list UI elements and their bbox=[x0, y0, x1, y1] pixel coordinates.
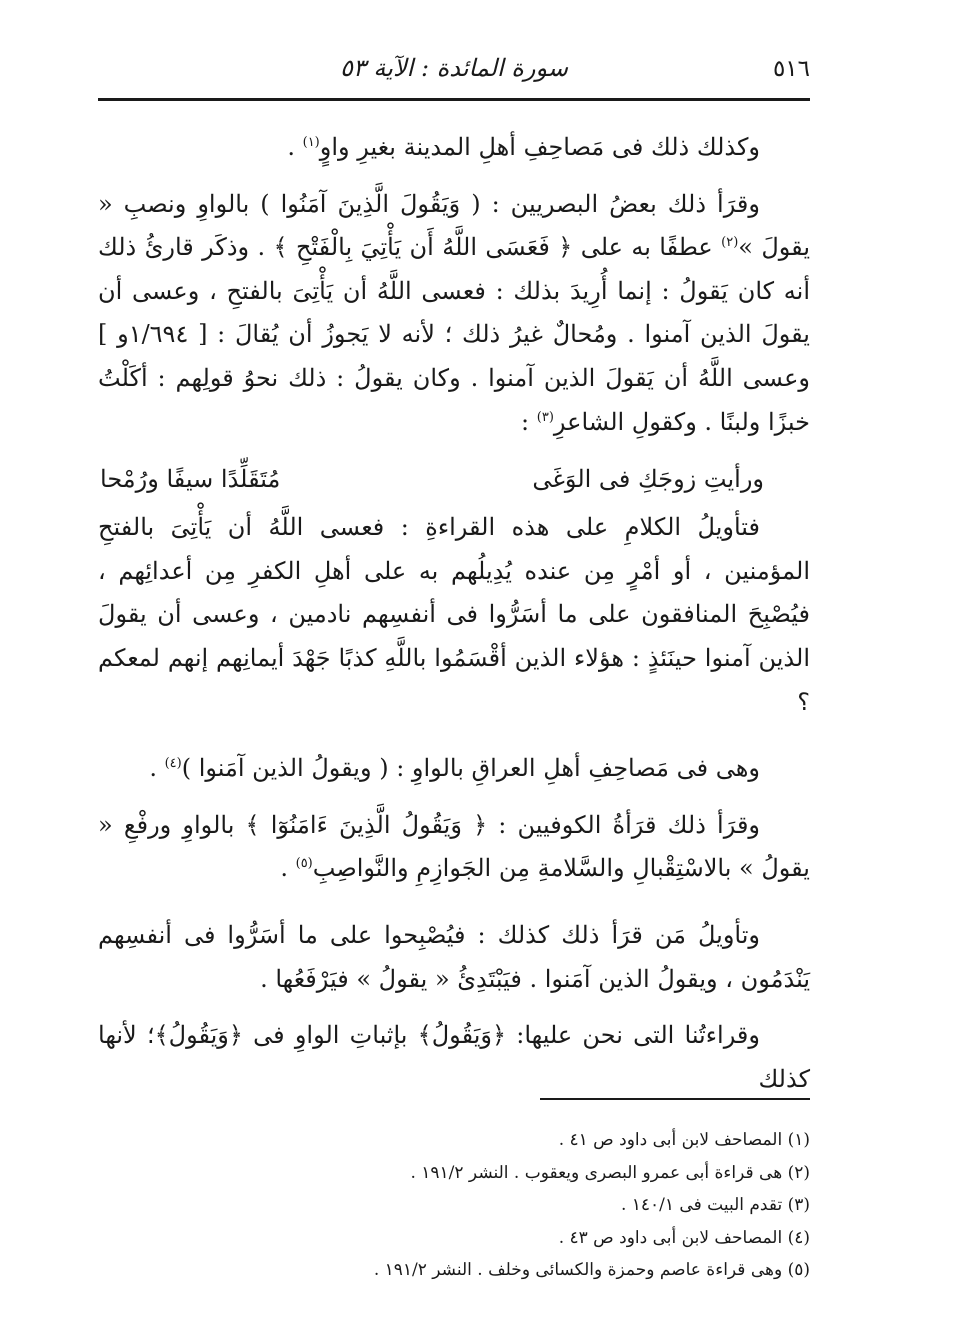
paragraph-6: وتأويلُ مَن قرَأ ذلك كذلك : فيُصْبِحوا على ما أسَرُّوا فى أنفسِهم يَنْدَمُون ، ويقولُ الذين آمَنوا . فيَبْتَدِئُ « يقولُ » فيَرْفَعُها . bbox=[98, 920, 810, 993]
footnote-ref-2: (٢) bbox=[721, 235, 739, 251]
footnote-ref-3: (٣) bbox=[536, 409, 554, 425]
footnote-2: (٢) هى قراءة أبى عمرو البصرى ويعقوب . النشر ١٩١/٢ . bbox=[410, 1162, 810, 1183]
paragraph-5: وقرَأ ذلك قرَأةُ الكوفيين : ﴿ وَيَقُولُ الَّذِينَ ءَامَنُوٓا ﴾ بالواوِ ورفْعِ « يقولُ » بالاسْتِقْبالِ والسَّلامةِ مِن الجَوازِمِ والنَّواصِبِ$^{(٥)}$ . bbox=[98, 810, 810, 883]
footnotes bbox=[98, 1124, 810, 1287]
footnote-4: (٤) المصاحف لابن أبى داود ص ٤٣ . bbox=[558, 1227, 810, 1248]
footnote-5: (٥) وهى قراءة عاصم وحمزة والكسائى وخلف . النشر ١٩١/٢ . bbox=[373, 1260, 810, 1280]
paragraph-2: وقرَأ ذلك بعضُ البصريين : ( وَيَقُولَ الَّذِينَ آمَنُوا ) بالواوِ ونصبِ « يقولَ »$^{(٢)}$ عطفًا به على ﴿ فَعَسَى اللَّهُ أَن يَأْتِيَ بِالْفَتْحِ ﴾ . وذكَر قارئُ ذلك أنه كان يَقولُ : إنما أُرِيدَ بذلك : فعسى اللَّهُ أن يَأْتِىَ بالفتحِ ، وعسى أن يقولَ الذين آمنوا . ومُحالٌ غيرُ ذلك ؛ لأنه لا يَجوزُ أن يُقالَ : [ ١/٦٩٤و ] وعسى اللَّهُ أن يَقولَ الذين آمنوا . وكان يقولُ : ذلك نحوُ قولِهم : أكَلْتُ خبزًا ولبنًا . وكقولِ الشاعرِ$^{(٣)}$ : bbox=[98, 189, 811, 436]
paragraph-4: وهى فى مَصاحِفِ أهلِ العراقِ بالواوِ : ( ويقولُ الذين آمَنوا )$^{(٤)}$ . bbox=[149, 754, 760, 783]
footnote-ref-1: (١) bbox=[302, 135, 320, 150]
paragraph-1: وكذلك ذلك فى مَصاحِفِ أهلِ المدينة بغيرِ واوٍ$^{(١)}$ . bbox=[287, 133, 760, 161]
footnote-rule bbox=[540, 1098, 810, 1100]
verse-first-hemistich: ورأيتِ زوجَكِ فى الوَغَى bbox=[532, 465, 764, 494]
running-title: سورة المائدة : الآية ٥٣ bbox=[340, 54, 568, 82]
paragraph-7: وقراءتُنا التى نحن عليها: ﴿وَيَقُولُ﴾ بإثباتِ الواوِ فى ﴿وَيَقُولُ﴾؛ لأنها كذلك bbox=[98, 1021, 810, 1093]
paragraph-3: فتأويلُ الكلامِ على هذه القراءةِ : فعسى اللَّهُ أن يَأْتِىَ بالفتحِ المؤمنين ، أو أمْرٍ مِن عنده يُدِيلُهم به على أهلِ الكفرِ مِن أعدائِهم ، فيُصْبِحَ المنافقون على ما أسَرُّوا فى أنفسِهم نادمين ، وعسى أن يقولَ الذين آمنوا حينَئذٍ : هؤلاء الذين أقْسَمُوا باللَّهِ كذبًا جَهْدَ أيمانِهم إنهم لمعكم ؟ bbox=[98, 513, 810, 716]
poetry-verse bbox=[98, 458, 810, 506]
footnote-ref-4: (٤) bbox=[164, 756, 182, 772]
page-header bbox=[98, 52, 810, 98]
footnote-ref-5: (٥) bbox=[295, 856, 313, 872]
verse-second-hemistich: مُتَقَلِّدًا سيفًا ورُمْحا bbox=[100, 465, 281, 494]
footnote-3: (٣) تقدم البيت فى ١٤٠/١ . bbox=[620, 1195, 810, 1215]
main-text bbox=[98, 126, 810, 1101]
footnote-1: (١) المصاحف لابن أبى داود ص ٤١ . bbox=[558, 1130, 810, 1150]
page-number: ٥١٦ bbox=[772, 56, 810, 82]
header-rule bbox=[98, 98, 810, 101]
